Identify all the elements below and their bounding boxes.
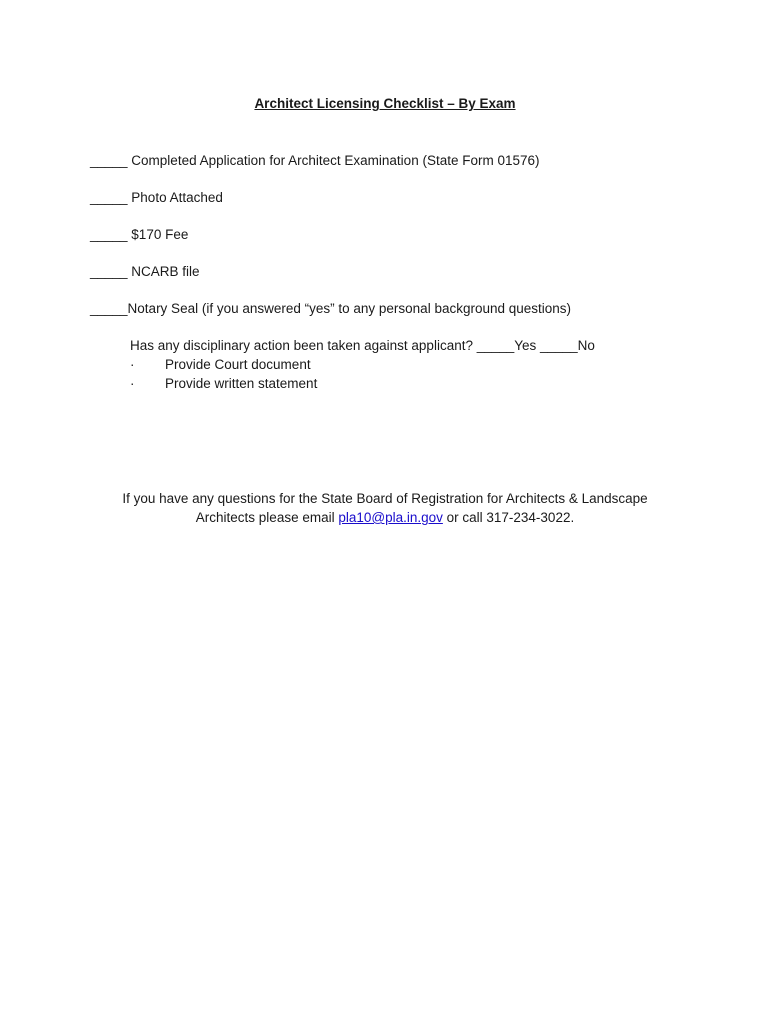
checklist-item-fee [90,227,188,242]
checkbox-blank[interactable]: _____ [90,301,128,316]
contact-suffix: or call 317-234-3022. [442,510,575,525]
checkbox-blank[interactable]: _____ [90,153,128,168]
checklist-item-photo [90,190,223,205]
yes-label: Yes [514,338,541,353]
checkbox-blank[interactable]: _____ [90,190,128,205]
checklist-item-application [90,153,540,168]
contact-line-2 [0,508,770,527]
contact-prefix: Architects please email [195,510,339,525]
bullet-text: Provide written statement [165,376,318,391]
checklist-item-label: NCARB file [127,264,200,279]
yes-blank[interactable]: _____ [476,338,515,353]
checklist-item-label: $170 Fee [127,227,189,242]
contact-info [0,489,770,527]
page-title: Architect Licensing Checklist – By Exam [254,96,516,111]
no-label: No [577,338,595,353]
checklist-item-notary [90,301,571,316]
bullet-text: Provide Court document [165,357,311,372]
bullet-item-written-statement [130,376,317,391]
email-link[interactable]: pla10@pla.in.gov [338,510,443,525]
disciplinary-question-text: Has any disciplinary action been taken against applicant? [130,338,477,353]
disciplinary-question [130,338,595,353]
bullet-item-court-document [130,357,311,372]
no-blank[interactable]: _____ [540,338,578,353]
checkbox-blank[interactable]: _____ [90,227,128,242]
bullet-marker: · [130,357,135,372]
checklist-item-label: Notary Seal (if you answered “yes” to any personal background questions) [127,301,572,316]
checkbox-blank[interactable]: _____ [90,264,128,279]
checklist-item-label: Photo Attached [127,190,223,205]
contact-line-1: If you have any questions for the State Board of Registration for Architects & Landscape [122,491,648,506]
checklist-item-ncarb [90,264,200,279]
bullet-marker: · [130,376,135,391]
checklist-item-label: Completed Application for Architect Examination (State Form 01576) [127,153,540,168]
